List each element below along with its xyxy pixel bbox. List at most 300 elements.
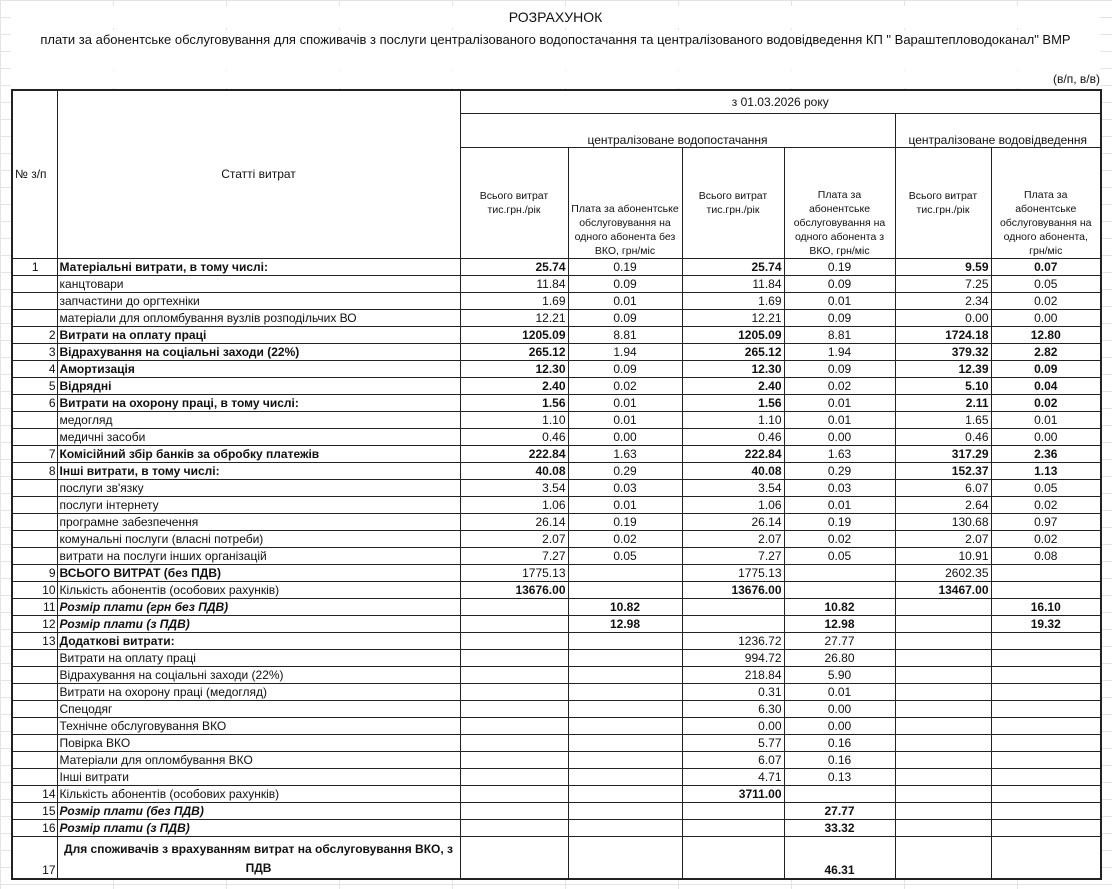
table-row — [12, 632, 1101, 649]
value-cell — [460, 751, 568, 768]
value-cell: 12.98 — [568, 615, 682, 632]
value-cell — [460, 819, 568, 836]
document-subtitle: плати за абонентське обслуговування для споживачів з послуги централізованого водопостачання та централізованого водовідведення КП " Вараштепловодоканал" ВМР — [11, 30, 1100, 70]
row-number: 11 — [12, 598, 57, 615]
value-cell — [568, 717, 682, 734]
value-cell — [991, 581, 1101, 598]
row-label: Кількість абонентів (особових рахунків) — [57, 785, 460, 802]
value-cell — [682, 802, 784, 819]
value-cell: 222.84 — [460, 445, 568, 462]
value-cell: 0.01 — [568, 292, 682, 309]
value-cell — [460, 615, 568, 632]
value-cell: 0.09 — [784, 275, 895, 292]
value-cell — [991, 768, 1101, 785]
table-row — [12, 836, 1101, 879]
row-label: матеріали для опломбування вузлів розподільчих ВО — [57, 309, 460, 326]
value-cell: 0.01 — [568, 394, 682, 411]
header-number: № з/п — [12, 90, 57, 258]
value-cell: 2602.35 — [895, 564, 991, 581]
row-label: Інші витрати, в тому числі: — [57, 462, 460, 479]
table-row — [12, 666, 1101, 683]
value-cell: 12.80 — [991, 326, 1101, 343]
value-cell: 1.63 — [568, 445, 682, 462]
value-cell: 1.63 — [784, 445, 895, 462]
value-cell: 2.82 — [991, 343, 1101, 360]
value-cell: 6.30 — [682, 700, 784, 717]
value-cell — [895, 666, 991, 683]
calculation-table — [11, 89, 1102, 880]
value-cell: 9.59 — [895, 258, 991, 275]
value-cell — [895, 598, 991, 615]
row-number — [12, 734, 57, 751]
value-cell: 1.94 — [784, 343, 895, 360]
row-label: Амортизація — [57, 360, 460, 377]
value-cell: 379.32 — [895, 343, 991, 360]
row-label: Матеріали для опломбування ВКО — [57, 751, 460, 768]
value-cell — [682, 819, 784, 836]
value-cell — [784, 564, 895, 581]
value-cell — [895, 717, 991, 734]
value-cell: 2.34 — [895, 292, 991, 309]
value-cell: 2.07 — [895, 530, 991, 547]
value-cell — [460, 649, 568, 666]
value-cell — [568, 632, 682, 649]
value-cell — [568, 785, 682, 802]
value-cell: 25.74 — [682, 258, 784, 275]
table-row — [12, 428, 1101, 445]
row-number — [12, 547, 57, 564]
value-cell: 1.10 — [460, 411, 568, 428]
table-row — [12, 615, 1101, 632]
table-row — [12, 547, 1101, 564]
row-number — [12, 649, 57, 666]
value-cell: 0.19 — [784, 258, 895, 275]
value-cell: 0.02 — [568, 530, 682, 547]
row-label: медичні засоби — [57, 428, 460, 445]
value-cell: 12.21 — [682, 309, 784, 326]
value-cell — [991, 700, 1101, 717]
value-cell: 218.84 — [682, 666, 784, 683]
value-cell: 0.19 — [568, 258, 682, 275]
row-label: Розмір плати (з ПДВ) — [57, 819, 460, 836]
value-cell — [568, 751, 682, 768]
row-label: Розмір плати (з ПДВ) — [57, 615, 460, 632]
value-cell: 0.09 — [991, 360, 1101, 377]
row-number — [12, 717, 57, 734]
value-cell: 13676.00 — [460, 581, 568, 598]
value-cell: 10.82 — [784, 598, 895, 615]
value-cell: 11.84 — [460, 275, 568, 292]
table-row — [12, 819, 1101, 836]
value-cell: 0.08 — [991, 547, 1101, 564]
value-cell: 1.56 — [682, 394, 784, 411]
value-cell: 19.32 — [991, 615, 1101, 632]
row-number — [12, 411, 57, 428]
value-cell: 27.77 — [784, 802, 895, 819]
value-cell: 0.00 — [991, 428, 1101, 445]
row-number: 2 — [12, 326, 57, 343]
row-number: 12 — [12, 615, 57, 632]
value-cell: 1205.09 — [682, 326, 784, 343]
row-number — [12, 530, 57, 547]
value-cell: 0.01 — [784, 496, 895, 513]
value-cell: 0.13 — [784, 768, 895, 785]
value-cell: 0.09 — [568, 309, 682, 326]
value-cell — [568, 734, 682, 751]
value-cell: 0.09 — [784, 309, 895, 326]
row-number — [12, 479, 57, 496]
value-cell: 1236.72 — [682, 632, 784, 649]
row-number: 5 — [12, 377, 57, 394]
value-cell — [895, 649, 991, 666]
value-cell: 0.00 — [784, 428, 895, 445]
value-cell: 6.07 — [682, 751, 784, 768]
value-cell — [784, 785, 895, 802]
row-number — [12, 666, 57, 683]
value-cell — [460, 632, 568, 649]
table-row — [12, 462, 1101, 479]
value-cell — [991, 649, 1101, 666]
table-row — [12, 326, 1101, 343]
table-row — [12, 649, 1101, 666]
value-cell — [568, 819, 682, 836]
row-label: комунальні послуги (власні потреби) — [57, 530, 460, 547]
value-cell: 0.02 — [991, 496, 1101, 513]
table-row — [12, 581, 1101, 598]
value-cell: 0.04 — [991, 377, 1101, 394]
table-row — [12, 513, 1101, 530]
value-cell — [991, 564, 1101, 581]
value-cell: 26.14 — [460, 513, 568, 530]
value-cell: 265.12 — [460, 343, 568, 360]
row-label: програмне забезпечення — [57, 513, 460, 530]
table-row — [12, 275, 1101, 292]
value-cell — [568, 683, 682, 700]
value-cell — [991, 802, 1101, 819]
value-cell: 5.10 — [895, 377, 991, 394]
value-cell: 0.02 — [991, 530, 1101, 547]
row-label: Комісійний збір банків за обробку платежів — [57, 445, 460, 462]
value-cell: 13676.00 — [682, 581, 784, 598]
table-row — [12, 394, 1101, 411]
value-cell: 16.10 — [991, 598, 1101, 615]
row-number: 16 — [12, 819, 57, 836]
value-cell — [460, 802, 568, 819]
value-cell: 0.05 — [991, 275, 1101, 292]
value-cell: 2.36 — [991, 445, 1101, 462]
value-cell — [895, 751, 991, 768]
row-label: Кількість абонентів (особових рахунків) — [57, 581, 460, 598]
value-cell: 1.06 — [682, 496, 784, 513]
value-cell — [568, 768, 682, 785]
value-cell: 0.02 — [784, 377, 895, 394]
value-cell: 26.80 — [784, 649, 895, 666]
value-cell: 994.72 — [682, 649, 784, 666]
value-cell — [682, 598, 784, 615]
header-period: з 01.03.2026 року — [460, 90, 1101, 113]
value-cell: 0.00 — [784, 700, 895, 717]
table-row — [12, 411, 1101, 428]
value-cell: 0.00 — [568, 428, 682, 445]
value-cell — [460, 768, 568, 785]
table-row — [12, 785, 1101, 802]
value-cell: 26.14 — [682, 513, 784, 530]
value-cell — [895, 700, 991, 717]
header-col: Всього витрат тис.грн./рік — [895, 147, 991, 258]
value-cell: 0.01 — [568, 411, 682, 428]
row-label: Відрахування на соціальні заходи (22%) — [57, 343, 460, 360]
value-cell: 0.07 — [991, 258, 1101, 275]
value-cell: 222.84 — [682, 445, 784, 462]
value-cell: 0.09 — [784, 360, 895, 377]
value-cell: 0.16 — [784, 734, 895, 751]
header-col: Плата за абонентське обслуговування на одного абонента, грн/міс — [991, 147, 1101, 258]
value-cell: 0.09 — [568, 275, 682, 292]
value-cell: 40.08 — [682, 462, 784, 479]
value-cell: 1.13 — [991, 462, 1101, 479]
value-cell — [991, 683, 1101, 700]
value-cell: 2.11 — [895, 394, 991, 411]
table-row — [12, 377, 1101, 394]
value-cell: 11.84 — [682, 275, 784, 292]
value-cell — [568, 666, 682, 683]
table-row — [12, 802, 1101, 819]
value-cell: 0.29 — [784, 462, 895, 479]
row-label: Відрахування на соціальні заходи (22%) — [57, 666, 460, 683]
value-cell — [895, 802, 991, 819]
value-cell: 0.01 — [991, 411, 1101, 428]
value-cell: 7.25 — [895, 275, 991, 292]
value-cell: 0.03 — [784, 479, 895, 496]
value-cell — [568, 836, 682, 879]
row-number: 1 — [12, 258, 57, 275]
value-cell — [682, 615, 784, 632]
row-number: 10 — [12, 581, 57, 598]
row-label: Витрати на оплату праці — [57, 649, 460, 666]
value-cell: 12.39 — [895, 360, 991, 377]
value-cell: 3.54 — [460, 479, 568, 496]
value-cell — [460, 836, 568, 879]
value-cell — [895, 819, 991, 836]
row-number — [12, 751, 57, 768]
row-label: ВСЬОГО ВИТРАТ (без ПДВ) — [57, 564, 460, 581]
value-cell — [568, 564, 682, 581]
value-cell: 317.29 — [895, 445, 991, 462]
value-cell: 1.69 — [682, 292, 784, 309]
row-number: 15 — [12, 802, 57, 819]
value-cell: 1.69 — [460, 292, 568, 309]
value-cell: 1.10 — [682, 411, 784, 428]
value-cell: 1.06 — [460, 496, 568, 513]
value-cell — [895, 785, 991, 802]
row-number: 7 — [12, 445, 57, 462]
value-cell: 0.00 — [784, 717, 895, 734]
row-label: Розмір плати (без ПДВ) — [57, 802, 460, 819]
value-cell: 8.81 — [568, 326, 682, 343]
row-number — [12, 309, 57, 326]
header-water-supply: централізоване водопостачання — [460, 113, 895, 147]
value-cell: 0.19 — [784, 513, 895, 530]
table-row — [12, 598, 1101, 615]
row-label: Витрати на охорону праці, в тому числі: — [57, 394, 460, 411]
row-number: 8 — [12, 462, 57, 479]
row-number: 13 — [12, 632, 57, 649]
value-cell: 1775.13 — [460, 564, 568, 581]
value-cell — [682, 836, 784, 879]
value-cell: 5.90 — [784, 666, 895, 683]
value-cell: 0.02 — [568, 377, 682, 394]
row-label: Матеріальні витрати, в тому числі: — [57, 258, 460, 275]
value-cell — [991, 666, 1101, 683]
table-row — [12, 717, 1101, 734]
row-number — [12, 768, 57, 785]
value-cell: 1.56 — [460, 394, 568, 411]
row-label: Інші витрати — [57, 768, 460, 785]
value-cell: 152.37 — [895, 462, 991, 479]
value-cell: 0.00 — [895, 309, 991, 326]
row-number — [12, 700, 57, 717]
value-cell: 3711.00 — [682, 785, 784, 802]
value-cell: 0.01 — [568, 496, 682, 513]
row-label: Додаткові витрати: — [57, 632, 460, 649]
value-cell: 3.54 — [682, 479, 784, 496]
row-number: 6 — [12, 394, 57, 411]
value-cell: 2.40 — [460, 377, 568, 394]
value-cell — [895, 836, 991, 879]
row-label: Повірка ВКО — [57, 734, 460, 751]
value-cell: 0.16 — [784, 751, 895, 768]
value-cell: 0.00 — [991, 309, 1101, 326]
value-cell: 0.03 — [568, 479, 682, 496]
value-cell — [784, 581, 895, 598]
value-cell — [895, 615, 991, 632]
value-cell — [895, 632, 991, 649]
value-cell — [460, 683, 568, 700]
value-cell: 0.00 — [682, 717, 784, 734]
value-cell: 0.46 — [682, 428, 784, 445]
value-cell — [991, 751, 1101, 768]
row-label: медогляд — [57, 411, 460, 428]
row-number — [12, 428, 57, 445]
value-cell: 0.05 — [568, 547, 682, 564]
row-number — [12, 683, 57, 700]
table-row — [12, 309, 1101, 326]
table-row — [12, 343, 1101, 360]
value-cell: 0.05 — [991, 479, 1101, 496]
value-cell: 1724.18 — [895, 326, 991, 343]
value-cell: 265.12 — [682, 343, 784, 360]
value-cell: 0.05 — [784, 547, 895, 564]
value-cell — [568, 581, 682, 598]
value-cell — [460, 734, 568, 751]
table-row — [12, 258, 1101, 275]
row-label: Для споживачів з врахуванням витрат на обслуговування ВКО, з ПДВ — [57, 836, 460, 879]
row-number: 14 — [12, 785, 57, 802]
row-number — [12, 496, 57, 513]
value-cell: 0.02 — [991, 292, 1101, 309]
row-label: Технічне обслуговування ВКО — [57, 717, 460, 734]
header-col: Плата за абонентське обслуговування на одного абонента з ВКО, грн/міс — [784, 147, 895, 258]
value-cell — [568, 700, 682, 717]
value-cell — [991, 819, 1101, 836]
row-label: канцтовари — [57, 275, 460, 292]
value-cell — [991, 632, 1101, 649]
row-number — [12, 513, 57, 530]
table-row — [12, 292, 1101, 309]
table-row — [12, 496, 1101, 513]
row-number — [12, 275, 57, 292]
value-cell: 7.27 — [682, 547, 784, 564]
value-cell: 0.31 — [682, 683, 784, 700]
row-number: 4 — [12, 360, 57, 377]
table-row — [12, 683, 1101, 700]
row-label: запчастини до оргтехніки — [57, 292, 460, 309]
value-cell — [991, 734, 1101, 751]
value-cell: 0.02 — [784, 530, 895, 547]
value-cell: 2.40 — [682, 377, 784, 394]
value-cell: 0.19 — [568, 513, 682, 530]
value-cell: 0.01 — [784, 683, 895, 700]
value-cell: 13467.00 — [895, 581, 991, 598]
header-col: Плата за абонентське обслуговування на одного абонента без ВКО, грн/міс — [568, 147, 682, 258]
row-label: Спецодяг — [57, 700, 460, 717]
value-cell — [895, 683, 991, 700]
value-cell: 1205.09 — [460, 326, 568, 343]
row-label: послуги інтернету — [57, 496, 460, 513]
value-cell — [991, 717, 1101, 734]
value-cell — [895, 734, 991, 751]
value-cell: 25.74 — [460, 258, 568, 275]
header-col: Всього витрат тис.грн./рік — [682, 147, 784, 258]
value-cell: 27.77 — [784, 632, 895, 649]
table-row — [12, 479, 1101, 496]
row-number: 17 — [12, 836, 57, 879]
table-row — [12, 564, 1101, 581]
value-cell: 40.08 — [460, 462, 568, 479]
value-cell: 0.46 — [895, 428, 991, 445]
value-cell: 2.07 — [460, 530, 568, 547]
table-row — [12, 445, 1101, 462]
header-drainage: централізоване водовідведення — [895, 113, 1101, 147]
value-cell — [460, 785, 568, 802]
value-cell — [895, 768, 991, 785]
value-cell: 0.01 — [784, 292, 895, 309]
row-label: Відрядні — [57, 377, 460, 394]
value-cell: 12.98 — [784, 615, 895, 632]
value-cell: 5.77 — [682, 734, 784, 751]
value-cell: 12.30 — [682, 360, 784, 377]
value-cell — [568, 649, 682, 666]
value-cell: 0.97 — [991, 513, 1101, 530]
value-cell: 6.07 — [895, 479, 991, 496]
value-cell: 0.01 — [784, 394, 895, 411]
value-cell: 1775.13 — [682, 564, 784, 581]
table-row — [12, 360, 1101, 377]
table-row — [12, 751, 1101, 768]
value-cell: 7.27 — [460, 547, 568, 564]
row-number: 9 — [12, 564, 57, 581]
row-label: Витрати на оплату праці — [57, 326, 460, 343]
value-cell — [991, 785, 1101, 802]
value-cell: 0.29 — [568, 462, 682, 479]
header-items: Статті витрат — [57, 90, 460, 258]
row-label: Витрати на охорону праці (медогляд) — [57, 683, 460, 700]
value-cell: 2.64 — [895, 496, 991, 513]
value-cell: 10.91 — [895, 547, 991, 564]
value-cell — [568, 802, 682, 819]
value-cell: 46.31 — [784, 836, 895, 879]
value-cell: 10.82 — [568, 598, 682, 615]
